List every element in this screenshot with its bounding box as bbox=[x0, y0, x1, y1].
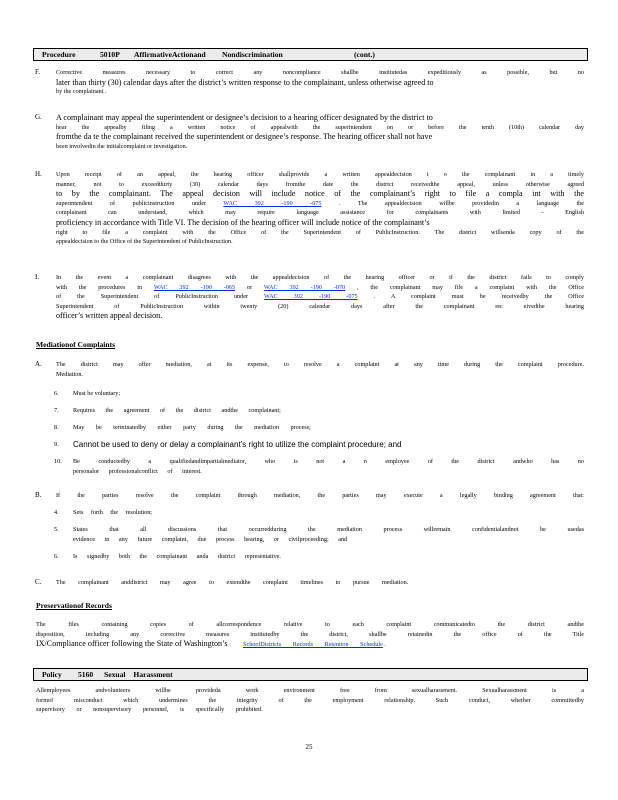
mediation-a-sub-7: 7. Requires the agreement of the district andthe complainant; bbox=[54, 407, 281, 414]
policy-header bbox=[33, 668, 588, 681]
item-f-label: F. bbox=[35, 68, 41, 76]
procedure-header bbox=[33, 48, 588, 61]
procedure-number: 5010P bbox=[100, 50, 120, 59]
wac-075-link[interactable]: WAC 392 -190 -075 bbox=[223, 199, 322, 207]
item-h-line-wac: superintendent of publicinstruction under WAC 392 -190 -075 . The appealdecision willbe providedin a language the bbox=[56, 199, 584, 207]
mediation-heading: Mediationof Complaints bbox=[36, 340, 116, 349]
mediation-b-sub-5: 5. States that all discussions that occurredduring the mediation process willremain confidentialandnot be usedas evidence in any future complaint, due process hearing, or civilproceeding; and bbox=[54, 526, 584, 543]
item-g-line: hear the appealby filing a written notice of appealwith the superintendent on or before the tenth (10th) calendar day bbox=[56, 123, 584, 131]
item-i-line-links: with the procedures in WAC 392 -190 -065 or WAC 392 -190 -070 , the complainant may file a complaint with the Office bbox=[56, 283, 584, 291]
item-h-label: H. bbox=[35, 170, 42, 178]
policy-title: Sexual Harassment bbox=[104, 670, 173, 679]
policy-label: Policy bbox=[42, 670, 62, 679]
item-g-line: A complainant may appeal the superintendent or designee’s decision to a hearing officer designated by the district to bbox=[56, 113, 433, 122]
mediation-a-sub-8: 8. May be terminatedby either party during the mediation process; bbox=[54, 424, 311, 431]
procedure-label: Procedure bbox=[42, 50, 76, 59]
item-i-line: officer’s written appeal decision. bbox=[56, 311, 163, 321]
mediation-a-line: Mediation. bbox=[56, 370, 83, 378]
item-h-line: appealdecision to the Office of the Superintendent of PublicInstruction. bbox=[56, 238, 233, 246]
item-f bbox=[35, 68, 584, 97]
wac-065-link[interactable]: WAC 392 -190 -065 bbox=[153, 283, 236, 291]
item-h-line: manner, not to exceedthirty (30) calendar days fromthe date the district receivedthe appeal, unless otherwise agreed bbox=[56, 180, 584, 188]
mediation-c: C. The complainant anddistrict may agree to extendthe complaint timelines to pursue mediation. bbox=[35, 578, 409, 586]
item-h-line: proficiency in accordance with Title VI. The decision of the hearing officer will include notice of the complainant’s bbox=[56, 217, 430, 227]
mediation-b-sub-6: 6. Is signedby both the complainant anda district representative. bbox=[54, 553, 281, 560]
retention-schedule-link[interactable]: SchoolDistricts Records Retention Schedule bbox=[243, 641, 383, 649]
item-f-line: later than thirty (30) calendar days after the district’s written response to the complainant, unless otherwise agreed to bbox=[56, 77, 434, 87]
wac-075-link[interactable]: WAC 392 -190 -075 bbox=[263, 293, 358, 301]
item-i-line: Superintendent of PublicInstruction within twenty (20) calendar days after the complainant rec eivedthe hearing bbox=[56, 302, 584, 310]
item-h-line: Upon receipt of an appeal, the hearing officer shallprovide a written appealdecision t o the complainant in a timely bbox=[56, 171, 584, 178]
item-i-line-link3: of the Superintendent of PublicInstruction under WAC 392 -190 -075 . A complaint must be receivedby the Office bbox=[56, 293, 584, 301]
mediation-a-sub-9: 9. Cannot be used to deny or delay a complainant’s right to utilize the complaint procedure; and bbox=[54, 440, 402, 449]
policy-body: Allemployees andvolunteers willbe provideda work environment free from sexualharassment. Sexualharassment is a formof misconduct which undermines the integrity of the employment relationship. Such conduct, whether committedby supervisory or nonsupervisory personnel, is specifically prohibited. bbox=[36, 687, 584, 714]
item-h-line: complainant can understand, which may require language assistance for complainants with limited - English bbox=[56, 209, 584, 217]
procedure-cont: (cont.) bbox=[354, 50, 375, 59]
item-i bbox=[35, 273, 584, 321]
mediation-a bbox=[35, 360, 584, 379]
mediation-b-sub-4: 4. Sets forth the resolution; bbox=[54, 509, 153, 516]
item-g bbox=[35, 113, 584, 151]
item-i-label: I. bbox=[35, 273, 40, 281]
mediation-a-label: A. bbox=[35, 360, 42, 368]
wac-070-link[interactable]: WAC 392 -190 -070 bbox=[263, 283, 346, 291]
item-h bbox=[35, 170, 584, 247]
mediation-a-sub-10: 10. Be conductedby a qualifiedandimpartialmediator, who is not a n employee of the district andwho has no personalor professionalconflict of interest. bbox=[54, 458, 584, 475]
preservation-body: The files containing copies of allcorrespondence relative to each complaint communicatedto the district andthe disposition, including any corrective measures institutedby the district, shallbe retainedin the office of the Title IX/Compliance officer following the State of Washington’s SchoolDistricts Records Retention Schedule . bbox=[36, 621, 584, 649]
mediation-c-label: C. bbox=[35, 578, 42, 586]
mediation-b-label: B. bbox=[35, 491, 42, 499]
procedure-title-2: Nondiscrimination bbox=[222, 50, 283, 59]
item-g-line: been involvedin the initialcomplaint or investigation. bbox=[56, 142, 188, 150]
item-h-line: right to file a complaint with the Office of the Superintendent of PublicInstruction. The district willsenda copy of the bbox=[56, 228, 584, 236]
item-h-line: to by the complainant. The appeal decision will include notice of the complainant’s right to file a compla int with the bbox=[56, 189, 584, 199]
page-number: 25 bbox=[305, 743, 313, 751]
preservation-line3: IX/Compliance officer following the State of Washington’s SchoolDistricts Records Retention Schedule . bbox=[36, 639, 386, 649]
item-f-line: Corrective measures necessary to correct any noncompliance shallbe institutedas expeditiously as possible, but no bbox=[56, 69, 584, 76]
item-f-line: by the complainant . bbox=[56, 88, 107, 96]
procedure-title: AffirmativeActionand bbox=[134, 50, 206, 59]
item-i-line: In the event a complainant disagrees with the appealdecision of the hearing officer or if the district fails to comply bbox=[56, 274, 584, 281]
mediation-a-sub-6: 6. Must be voluntary; bbox=[54, 390, 121, 397]
preservation-heading: Preservationof Records bbox=[36, 601, 112, 610]
mediation-a-line: The district may offer mediation, at its expense, to resolve a complaint at any time during the complaint procedure. bbox=[56, 361, 584, 368]
item-g-label: G. bbox=[35, 113, 42, 121]
mediation-b: B. If the parties resolve the complaint through mediation, the parties may execute a legally binding agreement that: bbox=[35, 491, 584, 499]
item-g-line: fromthe da te the complainant received the superintendent or designee’s response. The hearing officer shall not have bbox=[56, 132, 433, 142]
policy-number: 5160 bbox=[78, 670, 94, 679]
